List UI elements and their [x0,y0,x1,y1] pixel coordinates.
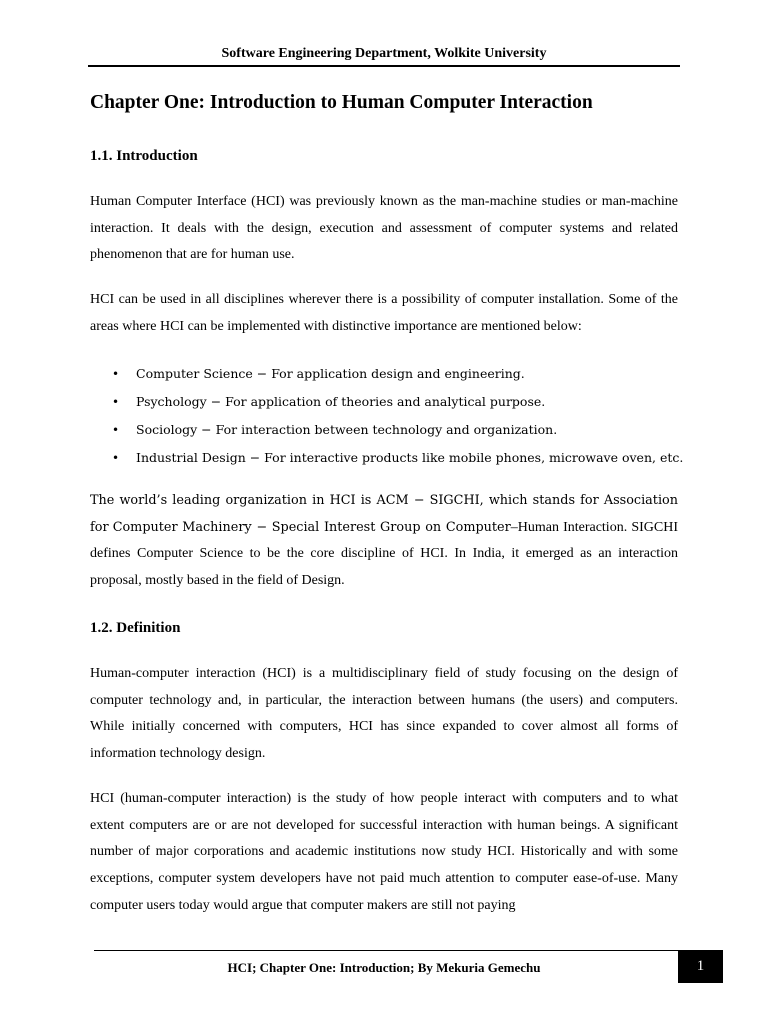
bullet-icon: • [112,451,120,465]
list-item [90,416,678,444]
paragraph-acm-sigchi [90,488,678,595]
paragraph: HCI (human-computer interaction) is the study of how people interact with computers and to what extent computers are or are not developed for successful interaction with human beings. A significant number of major corporations and academic institutions now study HCI. Historically and with some exceptions, computer system developers have not paid much attention to computer ease-of-use. Many computer users today would argue that computer makers are still not paying [90,791,678,913]
list-item [90,388,678,416]
paragraph: HCI can be used in all disciplines wherever there is a possibility of computer installation. Some of the areas where HCI can be implemented with distinctive importance are mentioned below: [90,292,678,334]
text-run: –Human Interaction. SIGCHI defines [90,519,678,562]
text-run: Computer Machinery − Special Interest Group on Computer [112,519,511,535]
page-footer: HCI; Chapter One: Introduction; By Mekuria Gemechu [227,960,541,975]
footer-rule [94,950,680,951]
paragraph: Human-computer interaction (HCI) is a multidisciplinary field of study focusing on the design of computer technology and, in particular, the interaction between humans (the users) and computers. While initially concerned with computers, HCI has since expanded to cover almost all forms of information technology design. [90,666,678,762]
list-item [90,360,678,388]
list-item-text: Psychology − For application of theories and analytical purpose. [136,394,546,409]
text-run: Computer Science to be the core discipline of HCI. In India, it emerged as an interaction proposal, mostly based in the field of Design. [90,546,678,589]
bullet-icon: • [112,367,120,381]
header-rule [88,65,680,67]
page-number: 1 [678,950,723,983]
bullet-icon: • [112,423,120,437]
paragraph: Human Computer Interface (HCI) was previously known as the man-machine studies or man-machine interaction. It deals with the design, execution and assessment of computer systems and related phenomenon that are for human use. [90,194,678,263]
hci-disciplines-list [90,360,684,472]
section-heading-introduction: 1.1. Introduction [90,148,198,164]
text-run: The world’s leading organization in HCI is ACM − SIGCHI, which stands for Association for [90,493,678,535]
bullet-icon: • [112,395,120,409]
page-header: Software Engineering Department, Wolkite University [221,46,547,61]
chapter-title: Chapter One: Introduction to Human Computer Interaction [90,92,593,113]
list-item-text: Industrial Design − For interactive products like mobile phones, microwave oven, etc. [136,450,684,465]
list-item-text: Computer Science − For application design and engineering. [136,366,525,381]
list-item [90,444,684,472]
list-item-text: Sociology − For interaction between technology and organization. [136,422,558,437]
section-heading-definition: 1.2. Definition [90,620,181,636]
